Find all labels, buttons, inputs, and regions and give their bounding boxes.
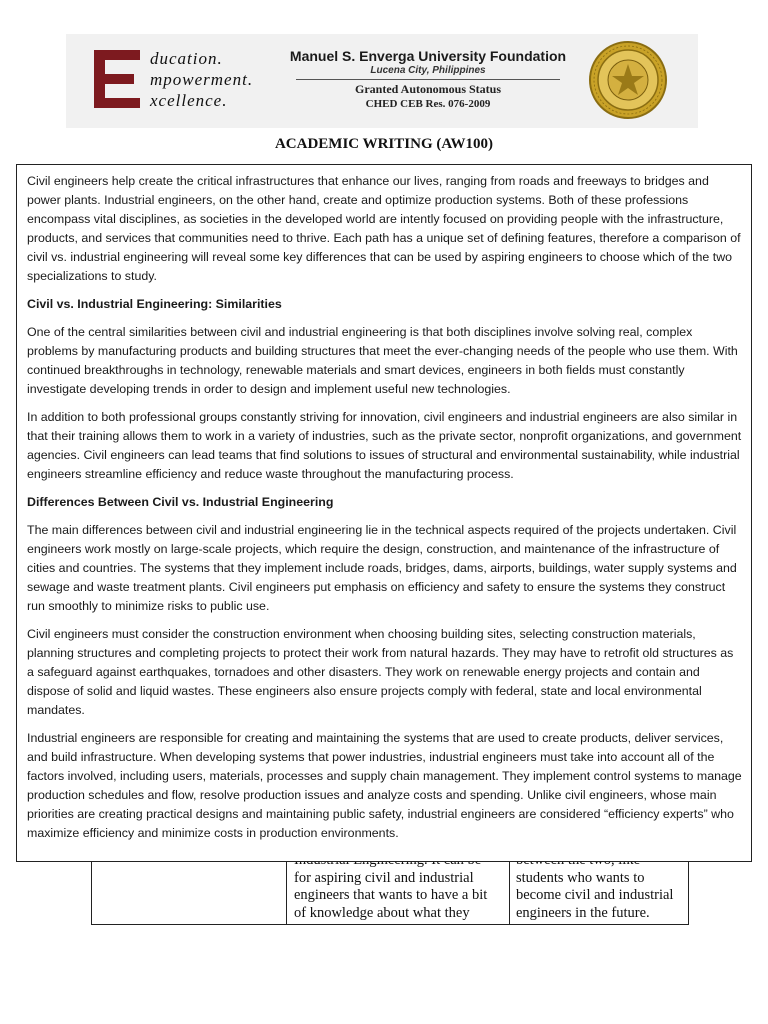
table-cell-audience: students who wants to become civil and industrial engineers in the future. [516,869,674,921]
article-text-box [16,164,752,862]
header-divider [296,79,560,80]
university-seal-icon [588,40,668,120]
similarities-paragraph-1: One of the central similarities between civil and industrial engineering is that both disciplines involve solving real, complex problems by manufacturing products and building structures that meet the ever-changing needs of the people who use them. With continued breakthroughs in technology, renewable materials and smart devices, engineers in both fields must constantly investigate developing trends in order to design and implement useful new technologies. [27,325,738,396]
university-name: Manuel S. Enverga University Foundation [289,48,567,64]
differences-paragraph-3: Industrial engineers are responsible for creating and maintaining the systems that are used to create products, deliver services, and build infrastructure. When developing systems that power industries, industrial engineers must take into account all of the factors involved, including users, materials, processes and supply chain management. They implement control systems to manage production schedules and flow, resolve production issues and analyze costs and spending. Unlike civil engineers, whose main priorities are creating practical designs and maintaining public safety, industrial engineers are considered “efficiency experts” who maximize efficiency and minimize costs in production environments. [27,731,742,840]
differences-paragraph-2: Civil engineers must consider the construction environment when choosing building sites, selecting construction materials, planning structures and completing projects to protect their work from natural hazards. They may have to retrofit old structures as a safeguard against earthquakes, tornadoes and other disasters. They work on renewable energy projects and contain and dispose of solid and liquid wastes. These engineers also ensure projects comply with federal, state and local environmental mandates. [27,627,734,717]
university-city: Lucena City, Philippines [370,65,486,76]
university-header-banner [66,34,698,128]
intro-paragraph: Civil engineers help create the critical infrastructures that enhance our lives, ranging from roads and freeways to bridges and power plants. Industrial engineers, on the other hand, create and optimize production systems. Both of these professions encompass vital disciplines, as societies in the developed world are intently focused on providing people with the infrastructure, products, and services that communities need to thrive. Each path has a unique set of defining features, therefore a comparison of civil vs. industrial engineering will reveal some key differences that can be used by aspiring engineers to choose which of the two specializations to study. [27,174,741,283]
university-info [278,48,578,110]
ched-resolution: CHED CEB Res. 076-2009 [365,98,491,110]
similarities-heading: Civil vs. Industrial Engineering: Similarities [27,297,282,311]
document-title: ACADEMIC WRITING (AW100) [274,136,494,152]
motto-line-1: ducation. [150,49,223,68]
motto-line-2: mpowerment. [150,70,254,89]
differences-heading: Differences Between Civil vs. Industrial Engineering [27,495,334,509]
table-cell-description: for aspiring civil and industrial engineers that wants to have a bit of knowledge about what they [294,869,488,921]
autonomous-status: Granted Autonomous Status [354,82,502,96]
differences-paragraph-1: The main differences between civil and industrial engineering lie in the technical aspects required of the projects undertaken. Civil engineers work mostly on large-scale projects, which require the design, construction, and maintenance of the infrastructure of cities and countries. The systems that they implement include roads, bridges, dams, airports, buildings, water supply systems and sewage and waste treatment plants. Civil engineers put emphasis on efficiency and safety to ensure the systems they construct run smoothly to minimize risks to public use. [27,523,737,613]
logo-letter-e [94,50,140,108]
similarities-paragraph-2: In addition to both professional groups constantly striving for innovation, civil engineers and industrial engineers are also similar in that their training allows them to work in a variety of industries, such as the private sector, nonprofit organizations, and government agencies. Civil engineers can lead teams that find solutions to issues of structural and environmental sustainability, while industrial engineers streamline efficiency and reduce waste throughout the manufacturing process. [27,410,742,481]
motto-line-3: xcellence. [150,91,228,110]
